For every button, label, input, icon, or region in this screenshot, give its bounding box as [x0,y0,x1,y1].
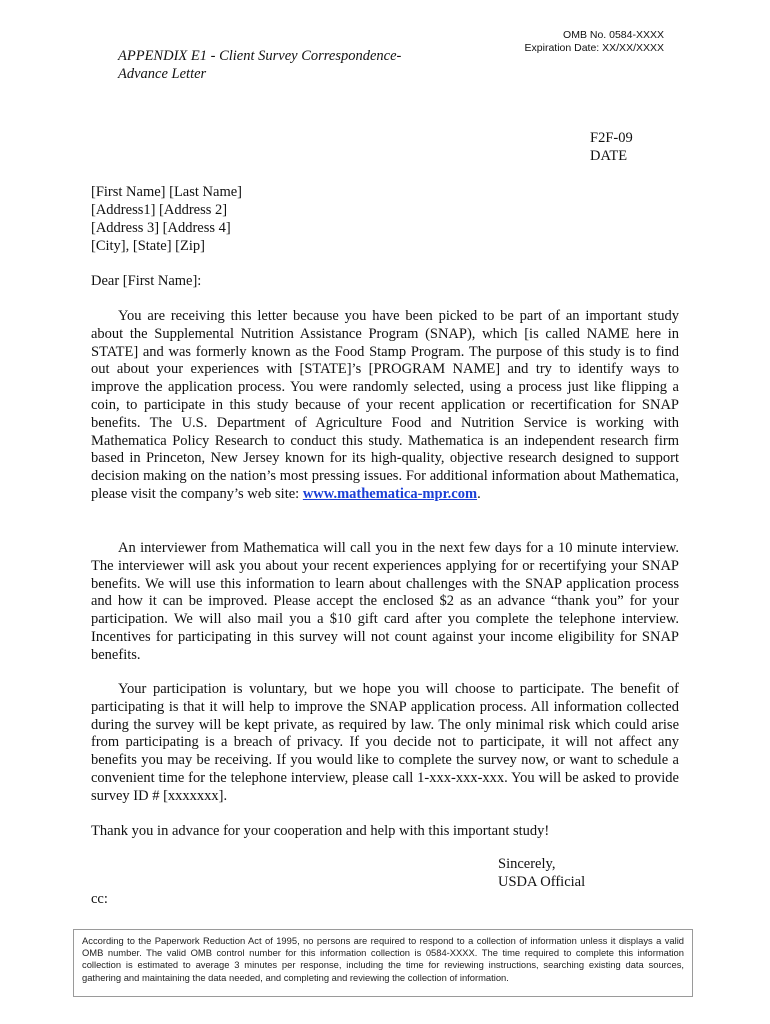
paragraph-end: . [477,485,481,502]
address-line: [City], [State] [Zip] [91,238,205,254]
address-line: [Address 3] [Address 4] [91,220,231,236]
paragraph-participation: Your participation is voluntary, but we hope you will choose to participate. The benefit of participating is that it will help to improve the SNAP application process. All information collected during the survey will be kept private, as required by law. The only minimal risk which could arise from participating is a breach of privacy. If you decide not to participate, it will not affect any benefits you may be receiving. If you would like to complete the survey now, or want to schedule a convenient time for the telephone interview, please call 1-xxx-xxx-xxx. You will be asked to provide survey ID # [xxxxxxx]. [91,681,679,804]
recipient-address [91,183,242,255]
thanks-line: Thank you in advance for your cooperation and help with this important study! [91,823,550,839]
sign-off: Sincerely, [498,856,556,872]
omb-number: OMB No. 0584-XXXX [563,29,664,41]
salutation: Dear [First Name]: [91,273,202,289]
form-code-block [590,129,633,165]
omb-block [525,29,664,55]
expiration-date: Expiration Date: XX/XX/XXXX [524,42,664,54]
paragraph-study-intro [91,308,679,504]
paperwork-reduction-notice: According to the Paperwork Reduction Act of 1995, no persons are required to respond to a collection of information unless it displays a valid OMB number. The valid OMB control number for this information collection is 0584-XXXX. The time required to complete this information collection is estimated to average 3 minutes per response, including the time for reviewing instructions, searching existing data sources, gathering and maintaining the data needed, and completing and reviewing the collection of information. [73,929,693,997]
cc-line: cc: [91,891,108,907]
address-line: [Address1] [Address 2] [91,202,228,218]
form-code: F2F-09 [590,130,633,146]
appendix-title: APPENDIX E1 - Client Survey Correspondence-Advance Letter [118,48,402,82]
mathematica-website-link[interactable]: www.mathematica-mpr.com [302,485,478,502]
paragraph-text: You are receiving this letter because you have been picked to be part of an important study about the Supplemental Nutrition Assistance Program (SNAP), which [is called NAME here in STATE] and was formerly known as the Food Stamp Program. The purpose of this study is to find out about your experiences with [STATE]’s [PROGRAM NAME] and try to identify ways to improve the application process. You were randomly selected, using a process just like flipping a coin, to participate in this study because of your recent application or recertification for SNAP benefits. The U.S. Department of Agriculture Food and Nutrition Service is working with Mathematica Policy Research to conduct this study. Mathematica is an independent research firm based in Princeton, New Jersey known for its high-quality, objective research designed to support decision making on the nation’s most pressing issues. For additional information about Mathematica, please visit the company’s web site: [91,308,679,502]
letter-date: DATE [590,148,628,164]
signer-name: USDA Official [498,874,586,890]
signature-block [498,855,585,891]
address-line: [First Name] [Last Name] [91,184,242,200]
paragraph-interview: An interviewer from Mathematica will call you in the next few days for a 10 minute interview. The interviewer will ask you about your recent experiences applying for or recertifying your SNAP benefits. We will use this information to learn about challenges with the SNAP application process and how it can be improved. Please accept the enclosed $2 as an advance “thank you” for your participation. We will also mail you a $10 gift card after you complete the telephone interview. Incentives for participating in this survey will not count against your income eligibility for SNAP benefits. [91,540,679,663]
